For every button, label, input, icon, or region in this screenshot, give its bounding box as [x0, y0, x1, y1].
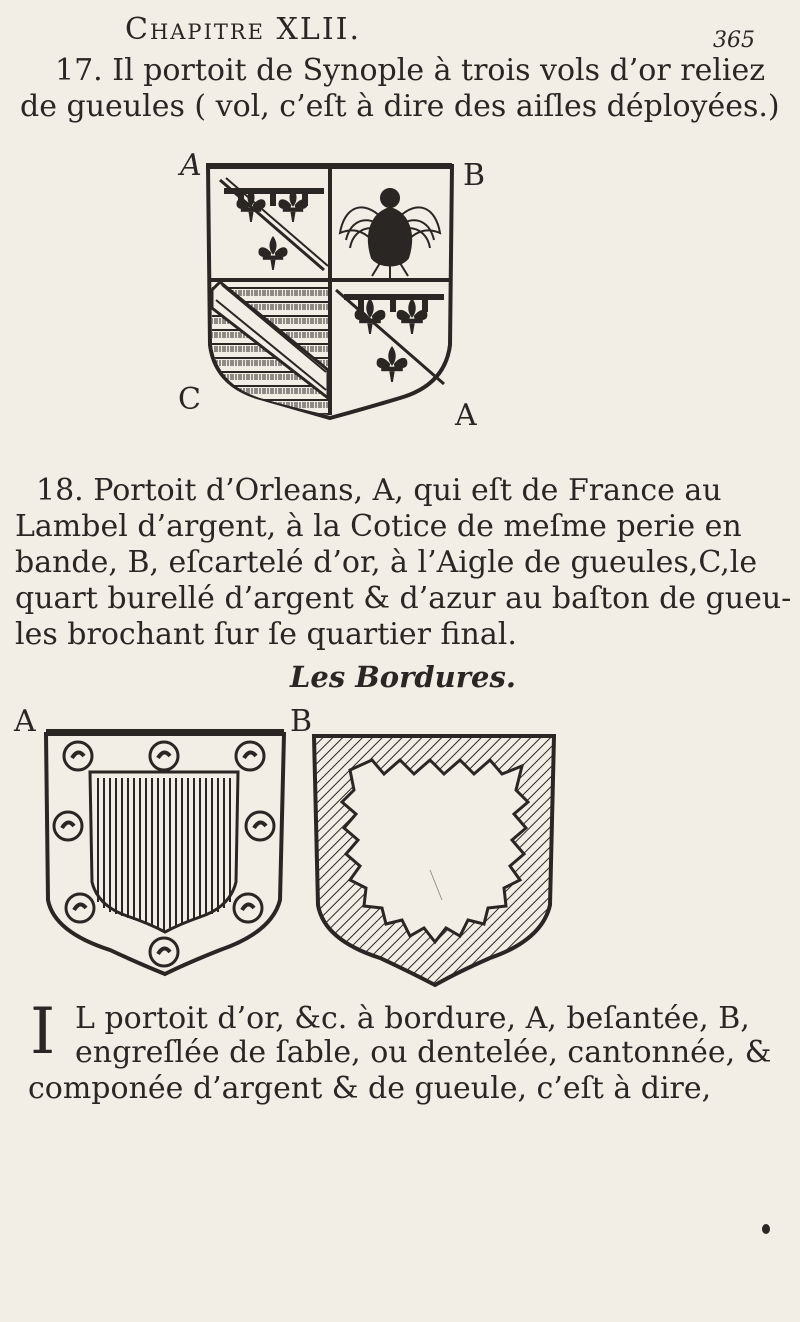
figure1-label-b: B	[463, 158, 486, 193]
entry-17-line-1: 17. Il portoit de Synople à trois vols d’or reliez	[55, 53, 766, 88]
paragraph-line-3: componée d’argent & de gueule, c’eſt à dire,	[28, 1071, 712, 1106]
ink-spot	[762, 1224, 770, 1234]
bordure-bezantee-shield	[40, 722, 290, 984]
figure2-label-a: A	[14, 704, 36, 739]
figure1-label-a-bottom: A	[455, 398, 477, 433]
paragraph-line-2: engreſlée de ſable, ou dentelée, cantonnée, &	[75, 1035, 772, 1070]
entry-18-line-5: les brochant ſur ſe quartier final.	[15, 617, 517, 652]
page-number: 365	[713, 28, 755, 53]
entry-18-line-2: Lambel d’argent, à la Cotice de meſme perie en	[15, 509, 742, 544]
dropcap-initial: I	[30, 995, 56, 1069]
figure1-label-c: C	[178, 382, 201, 417]
figure1-label-a-top: A	[180, 148, 202, 183]
chapter-header: Chapitre XLII.	[125, 12, 362, 47]
bordure-engrailed-shield	[310, 730, 560, 992]
figure2-label-b: B	[290, 704, 313, 739]
entry-17-line-2: de gueules ( vol, c’eſt à dire des aiſles déployées.)	[20, 89, 780, 124]
paragraph-line-1: L portoit d’or, &c. à bordure, A, beſantée, B,	[75, 1001, 750, 1036]
entry-18-line-3: bande, B, eſcartelé d’or, à l’Aigle de gueules,C,le	[15, 545, 758, 580]
orleans-coat-of-arms-engraving	[200, 160, 470, 425]
entry-18-line-4: quart burellé d’argent & d’azur au baſton de gueu-	[15, 581, 792, 616]
entry-18-line-1: 18. Portoit d’Orleans, A, qui eſt de France au	[36, 473, 722, 508]
section-title: Les Bordures.	[290, 660, 516, 694]
